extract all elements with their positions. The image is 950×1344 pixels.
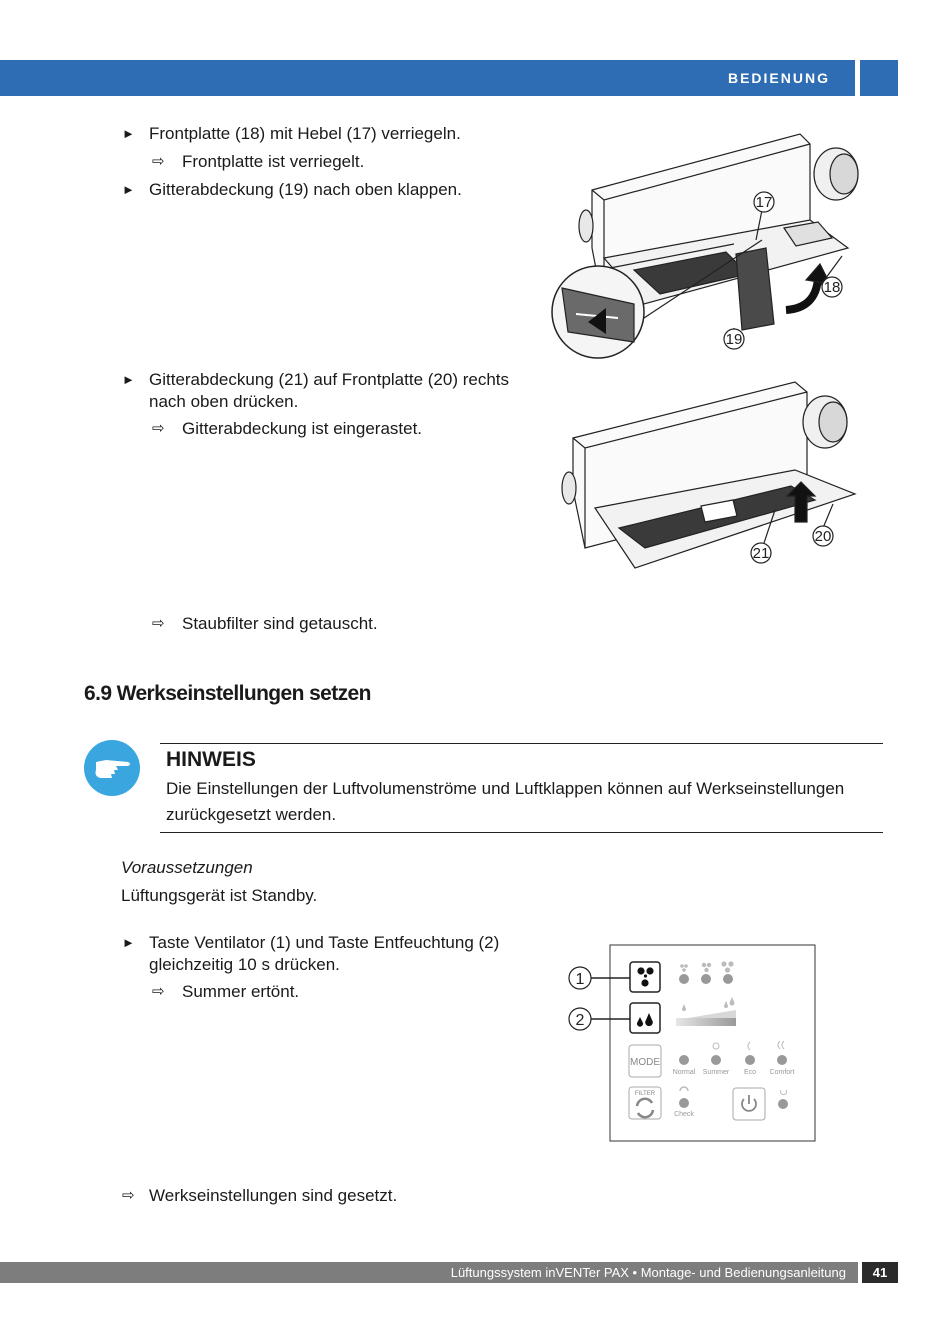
step-bullet-icon: ► xyxy=(122,935,135,950)
step-text: gleichzeitig 10 s drücken. xyxy=(149,955,340,974)
mode-normal-label: Normal xyxy=(672,1069,696,1076)
result-arrow-icon: ⇨ xyxy=(152,153,165,170)
result-text: Frontplatte ist verriegelt. xyxy=(182,152,365,171)
callout-19: 19 xyxy=(725,331,743,348)
header-section-title: BEDIENUNG xyxy=(727,70,830,86)
figure-grille-open xyxy=(548,128,888,360)
fan-level-leds xyxy=(679,974,733,984)
panel-callout-2: 2 xyxy=(575,1012,585,1029)
result-arrow-icon: ⇨ xyxy=(152,615,165,632)
mode-comfort-label: Comfort xyxy=(769,1069,795,1076)
step-text: Taste Ventilator (1) und Taste Entfeuchtung (2) xyxy=(149,933,500,952)
mode-label: MODE xyxy=(630,1057,660,1068)
callout-20: 20 xyxy=(814,528,832,545)
callout-21: 21 xyxy=(752,545,770,562)
result-arrow-icon: ⇨ xyxy=(152,983,165,1000)
header-tab xyxy=(860,60,898,96)
notice-line: Die Einstellungen der Luftvolumenströme und Luftklappen können auf Werkseinstellungen xyxy=(166,779,845,798)
page-number: 41 xyxy=(862,1262,898,1283)
figure-grille-closed xyxy=(555,378,875,578)
result-text: Gitterabdeckung ist eingerastet. xyxy=(182,419,423,438)
result-text: Werkseinstellungen sind gesetzt. xyxy=(149,1186,398,1205)
callout-17: 17 xyxy=(755,194,773,211)
step-text: Gitterabdeckung (19) nach oben klappen. xyxy=(149,180,462,199)
filter-label: FILTER xyxy=(634,1091,656,1097)
notice-text xyxy=(166,776,876,828)
check-label: Check xyxy=(674,1111,694,1118)
dehumidify-button[interactable] xyxy=(630,1003,660,1033)
callout-18: 18 xyxy=(823,279,841,296)
notice-top-rule xyxy=(160,743,883,744)
footer-title: Lüftungssystem inVENTer PAX • Montage- und Bedienungsanleitung xyxy=(450,1265,846,1280)
fan-button[interactable] xyxy=(630,962,660,992)
mode-button[interactable] xyxy=(629,1045,661,1077)
step-bullet-icon: ► xyxy=(122,372,135,387)
notice-bottom-rule xyxy=(160,832,883,833)
prerequisites-label: Voraussetzungen xyxy=(121,858,253,877)
result-text: Staubfilter sind getauscht. xyxy=(182,614,378,633)
mode-summer-label: Summer xyxy=(702,1069,730,1076)
prerequisites-text: Lüftungsgerät ist Standby. xyxy=(121,886,318,905)
notice-title: HINWEIS xyxy=(166,748,256,771)
control-panel-figure xyxy=(566,940,818,1146)
section-heading: 6.9 Werkseinstellungen setzen xyxy=(84,682,371,705)
filter-button[interactable] xyxy=(629,1087,661,1119)
step-bullet-icon: ► xyxy=(122,126,135,141)
result-arrow-icon: ⇨ xyxy=(122,1187,135,1204)
result-arrow-icon: ⇨ xyxy=(152,420,165,437)
step-text: Frontplatte (18) mit Hebel (17) verriegeln. xyxy=(149,124,461,143)
step-bullet-icon: ► xyxy=(122,182,135,197)
pointing-hand-icon xyxy=(84,740,140,796)
standby-led xyxy=(778,1099,788,1109)
step-text: Gitterabdeckung (21) auf Frontplatte (20) rechts xyxy=(149,370,510,389)
power-button[interactable] xyxy=(733,1088,765,1120)
filter-check-led xyxy=(679,1098,689,1108)
step-text: nach oben drücken. xyxy=(149,392,299,411)
mode-eco-label: Eco xyxy=(743,1069,757,1076)
panel-callout-1: 1 xyxy=(575,971,585,988)
result-text: Summer ertönt. xyxy=(182,982,300,1001)
notice-line: zurückgesetzt werden. xyxy=(166,805,337,824)
